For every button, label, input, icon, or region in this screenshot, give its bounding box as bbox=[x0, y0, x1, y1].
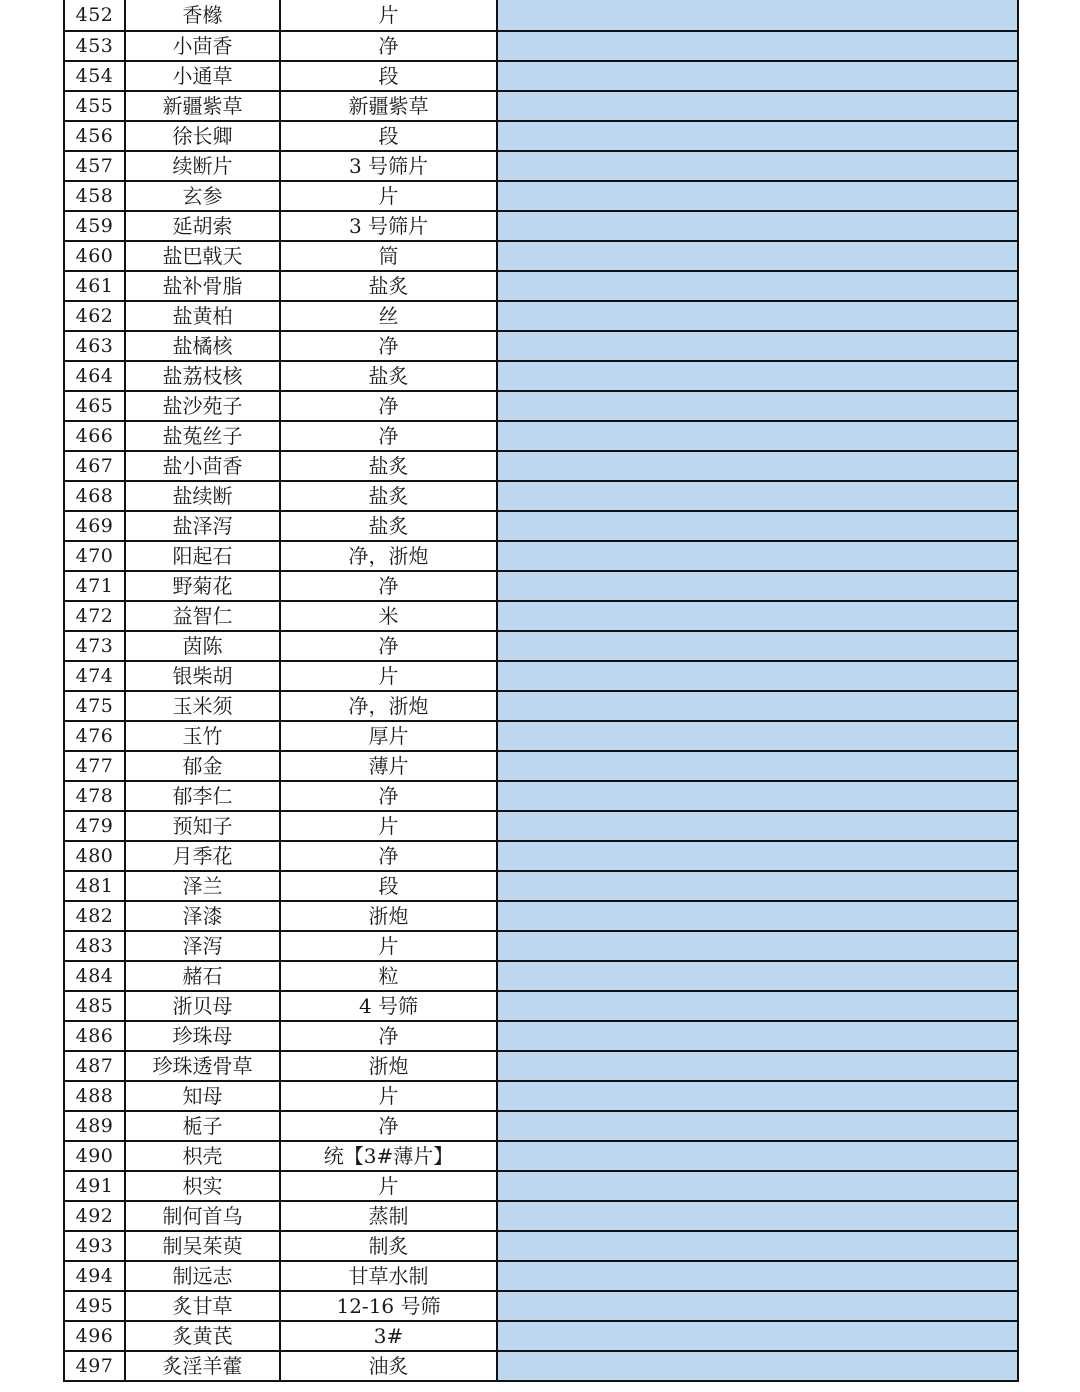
spec-cell: 片 bbox=[280, 811, 497, 841]
blank-highlight-cell bbox=[497, 751, 1018, 781]
table-row bbox=[64, 541, 1018, 571]
herb-name-cell: 栀子 bbox=[125, 1111, 280, 1141]
spec-cell: 3 号筛片 bbox=[280, 151, 497, 181]
spec-cell: 浙炮 bbox=[280, 901, 497, 931]
table-row bbox=[64, 1351, 1018, 1381]
herb-name-cell: 盐补骨脂 bbox=[125, 271, 280, 301]
table-row bbox=[64, 451, 1018, 481]
table-row bbox=[64, 1171, 1018, 1201]
row-number-cell: 472 bbox=[64, 601, 125, 631]
blank-highlight-cell bbox=[497, 931, 1018, 961]
herb-name-cell: 小茴香 bbox=[125, 31, 280, 61]
spec-cell: 厚片 bbox=[280, 721, 497, 751]
blank-highlight-cell bbox=[497, 451, 1018, 481]
row-number-cell: 477 bbox=[64, 751, 125, 781]
herb-name-cell: 盐橘核 bbox=[125, 331, 280, 361]
row-number-cell: 453 bbox=[64, 31, 125, 61]
herb-table bbox=[63, 0, 1019, 1382]
row-number-cell: 480 bbox=[64, 841, 125, 871]
table-row bbox=[64, 1321, 1018, 1351]
blank-highlight-cell bbox=[497, 1051, 1018, 1081]
table-row bbox=[64, 751, 1018, 781]
spec-cell: 盐炙 bbox=[280, 481, 497, 511]
blank-highlight-cell bbox=[497, 481, 1018, 511]
row-number-cell: 486 bbox=[64, 1021, 125, 1051]
table-row bbox=[64, 121, 1018, 151]
herb-name-cell: 珍珠透骨草 bbox=[125, 1051, 280, 1081]
row-number-cell: 491 bbox=[64, 1171, 125, 1201]
herb-name-cell: 泽兰 bbox=[125, 871, 280, 901]
spec-cell: 浙炮 bbox=[280, 1051, 497, 1081]
blank-highlight-cell bbox=[497, 301, 1018, 331]
blank-highlight-cell bbox=[497, 811, 1018, 841]
spec-cell: 净 bbox=[280, 31, 497, 61]
herb-name-cell: 阳起石 bbox=[125, 541, 280, 571]
herb-name-cell: 赭石 bbox=[125, 961, 280, 991]
table-row bbox=[64, 601, 1018, 631]
herb-name-cell: 玄参 bbox=[125, 181, 280, 211]
spec-cell: 米 bbox=[280, 601, 497, 631]
herb-name-cell: 盐荔枝核 bbox=[125, 361, 280, 391]
herb-name-cell: 续断片 bbox=[125, 151, 280, 181]
blank-highlight-cell bbox=[497, 1201, 1018, 1231]
row-number-cell: 476 bbox=[64, 721, 125, 751]
table-row bbox=[64, 1081, 1018, 1111]
spec-cell: 片 bbox=[280, 931, 497, 961]
row-number-cell: 479 bbox=[64, 811, 125, 841]
spec-cell: 净 bbox=[280, 331, 497, 361]
blank-highlight-cell bbox=[497, 541, 1018, 571]
table-row bbox=[64, 1111, 1018, 1141]
row-number-cell: 456 bbox=[64, 121, 125, 151]
blank-highlight-cell bbox=[497, 1111, 1018, 1141]
table-row bbox=[64, 841, 1018, 871]
blank-highlight-cell bbox=[497, 271, 1018, 301]
row-number-cell: 471 bbox=[64, 571, 125, 601]
herb-name-cell: 益智仁 bbox=[125, 601, 280, 631]
row-number-cell: 490 bbox=[64, 1141, 125, 1171]
row-number-cell: 496 bbox=[64, 1321, 125, 1351]
herb-name-cell: 浙贝母 bbox=[125, 991, 280, 1021]
spec-cell: 净 bbox=[280, 391, 497, 421]
table-row bbox=[64, 391, 1018, 421]
herb-name-cell: 新疆紫草 bbox=[125, 91, 280, 121]
table-row bbox=[64, 691, 1018, 721]
herb-name-cell: 玉米须 bbox=[125, 691, 280, 721]
spec-cell: 片 bbox=[280, 1171, 497, 1201]
row-number-cell: 462 bbox=[64, 301, 125, 331]
blank-highlight-cell bbox=[497, 781, 1018, 811]
spec-cell: 12-16 号筛 bbox=[280, 1291, 497, 1321]
row-number-cell: 468 bbox=[64, 481, 125, 511]
spec-cell: 粒 bbox=[280, 961, 497, 991]
table-row bbox=[64, 241, 1018, 271]
spec-cell: 净 bbox=[280, 571, 497, 601]
row-number-cell: 484 bbox=[64, 961, 125, 991]
spec-cell: 甘草水制 bbox=[280, 1261, 497, 1291]
table-row bbox=[64, 301, 1018, 331]
blank-highlight-cell bbox=[497, 1291, 1018, 1321]
row-number-cell: 465 bbox=[64, 391, 125, 421]
spec-cell: 筒 bbox=[280, 241, 497, 271]
table-row bbox=[64, 181, 1018, 211]
spec-cell: 段 bbox=[280, 121, 497, 151]
table-row bbox=[64, 871, 1018, 901]
spec-cell: 净 bbox=[280, 1111, 497, 1141]
table-row bbox=[64, 1051, 1018, 1081]
spec-cell: 油炙 bbox=[280, 1351, 497, 1381]
herb-name-cell: 盐小茴香 bbox=[125, 451, 280, 481]
blank-highlight-cell bbox=[497, 1081, 1018, 1111]
table-row bbox=[64, 781, 1018, 811]
herb-name-cell: 茵陈 bbox=[125, 631, 280, 661]
row-number-cell: 481 bbox=[64, 871, 125, 901]
herb-name-cell: 预知子 bbox=[125, 811, 280, 841]
spec-cell: 段 bbox=[280, 871, 497, 901]
table-row bbox=[64, 631, 1018, 661]
spec-cell: 盐炙 bbox=[280, 451, 497, 481]
row-number-cell: 467 bbox=[64, 451, 125, 481]
herb-name-cell: 郁李仁 bbox=[125, 781, 280, 811]
blank-highlight-cell bbox=[497, 361, 1018, 391]
herb-name-cell: 珍珠母 bbox=[125, 1021, 280, 1051]
herb-name-cell: 盐黄柏 bbox=[125, 301, 280, 331]
spec-cell: 3# bbox=[280, 1321, 497, 1351]
herb-name-cell: 盐菟丝子 bbox=[125, 421, 280, 451]
table-row bbox=[64, 1291, 1018, 1321]
spec-cell: 净 bbox=[280, 841, 497, 871]
herb-name-cell: 制吴茱萸 bbox=[125, 1231, 280, 1261]
blank-highlight-cell bbox=[497, 841, 1018, 871]
table-row bbox=[64, 811, 1018, 841]
spec-cell: 盐炙 bbox=[280, 271, 497, 301]
row-number-cell: 461 bbox=[64, 271, 125, 301]
table-row bbox=[64, 361, 1018, 391]
table-row bbox=[64, 31, 1018, 61]
table-row bbox=[64, 901, 1018, 931]
table-row bbox=[64, 151, 1018, 181]
row-number-cell: 464 bbox=[64, 361, 125, 391]
table-row bbox=[64, 1201, 1018, 1231]
blank-highlight-cell bbox=[497, 1141, 1018, 1171]
herb-name-cell: 盐泽泻 bbox=[125, 511, 280, 541]
blank-highlight-cell bbox=[497, 1021, 1018, 1051]
row-number-cell: 460 bbox=[64, 241, 125, 271]
table-row bbox=[64, 0, 1018, 31]
herb-name-cell: 盐巴戟天 bbox=[125, 241, 280, 271]
row-number-cell: 473 bbox=[64, 631, 125, 661]
row-number-cell: 452 bbox=[64, 0, 125, 31]
spec-cell: 净，浙炮 bbox=[280, 541, 497, 571]
spec-cell: 片 bbox=[280, 661, 497, 691]
herb-name-cell: 泽泻 bbox=[125, 931, 280, 961]
spec-cell: 蒸制 bbox=[280, 1201, 497, 1231]
table-row bbox=[64, 271, 1018, 301]
table-row bbox=[64, 1231, 1018, 1261]
row-number-cell: 493 bbox=[64, 1231, 125, 1261]
spec-cell: 新疆紫草 bbox=[280, 91, 497, 121]
spec-cell: 丝 bbox=[280, 301, 497, 331]
table-row bbox=[64, 1141, 1018, 1171]
table-row bbox=[64, 661, 1018, 691]
blank-highlight-cell bbox=[497, 691, 1018, 721]
blank-highlight-cell bbox=[497, 1351, 1018, 1381]
blank-highlight-cell bbox=[497, 331, 1018, 361]
spec-cell: 片 bbox=[280, 0, 497, 31]
herb-name-cell: 知母 bbox=[125, 1081, 280, 1111]
blank-highlight-cell bbox=[497, 211, 1018, 241]
blank-highlight-cell bbox=[497, 601, 1018, 631]
row-number-cell: 495 bbox=[64, 1291, 125, 1321]
row-number-cell: 489 bbox=[64, 1111, 125, 1141]
row-number-cell: 483 bbox=[64, 931, 125, 961]
herb-name-cell: 月季花 bbox=[125, 841, 280, 871]
table-row bbox=[64, 991, 1018, 1021]
row-number-cell: 475 bbox=[64, 691, 125, 721]
table-row bbox=[64, 61, 1018, 91]
herb-name-cell: 延胡索 bbox=[125, 211, 280, 241]
blank-highlight-cell bbox=[497, 571, 1018, 601]
herb-name-cell: 徐长卿 bbox=[125, 121, 280, 151]
herb-name-cell: 泽漆 bbox=[125, 901, 280, 931]
spec-cell: 3 号筛片 bbox=[280, 211, 497, 241]
row-number-cell: 466 bbox=[64, 421, 125, 451]
row-number-cell: 492 bbox=[64, 1201, 125, 1231]
table-row bbox=[64, 421, 1018, 451]
spec-cell: 4 号筛 bbox=[280, 991, 497, 1021]
row-number-cell: 485 bbox=[64, 991, 125, 1021]
table-row bbox=[64, 931, 1018, 961]
blank-highlight-cell bbox=[497, 511, 1018, 541]
blank-highlight-cell bbox=[497, 901, 1018, 931]
herb-table-body bbox=[64, 0, 1018, 1381]
herb-name-cell: 制远志 bbox=[125, 1261, 280, 1291]
table-row bbox=[64, 1021, 1018, 1051]
blank-highlight-cell bbox=[497, 391, 1018, 421]
blank-highlight-cell bbox=[497, 661, 1018, 691]
herb-name-cell: 野菊花 bbox=[125, 571, 280, 601]
blank-highlight-cell bbox=[497, 241, 1018, 271]
blank-highlight-cell bbox=[497, 721, 1018, 751]
blank-highlight-cell bbox=[497, 181, 1018, 211]
blank-highlight-cell bbox=[497, 871, 1018, 901]
row-number-cell: 458 bbox=[64, 181, 125, 211]
row-number-cell: 497 bbox=[64, 1351, 125, 1381]
table-row bbox=[64, 961, 1018, 991]
herb-name-cell: 香橼 bbox=[125, 0, 280, 31]
row-number-cell: 463 bbox=[64, 331, 125, 361]
herb-name-cell: 枳壳 bbox=[125, 1141, 280, 1171]
blank-highlight-cell bbox=[497, 1261, 1018, 1291]
row-number-cell: 487 bbox=[64, 1051, 125, 1081]
spec-cell: 片 bbox=[280, 181, 497, 211]
spec-cell: 净，浙炮 bbox=[280, 691, 497, 721]
blank-highlight-cell bbox=[497, 1171, 1018, 1201]
row-number-cell: 455 bbox=[64, 91, 125, 121]
spec-cell: 净 bbox=[280, 631, 497, 661]
herb-name-cell: 枳实 bbox=[125, 1171, 280, 1201]
spec-cell: 统【3#薄片】 bbox=[280, 1141, 497, 1171]
row-number-cell: 454 bbox=[64, 61, 125, 91]
blank-highlight-cell bbox=[497, 31, 1018, 61]
row-number-cell: 457 bbox=[64, 151, 125, 181]
spec-cell: 制炙 bbox=[280, 1231, 497, 1261]
spec-cell: 净 bbox=[280, 1021, 497, 1051]
row-number-cell: 470 bbox=[64, 541, 125, 571]
herb-name-cell: 玉竹 bbox=[125, 721, 280, 751]
table-row bbox=[64, 91, 1018, 121]
blank-highlight-cell bbox=[497, 121, 1018, 151]
row-number-cell: 494 bbox=[64, 1261, 125, 1291]
blank-highlight-cell bbox=[497, 961, 1018, 991]
row-number-cell: 488 bbox=[64, 1081, 125, 1111]
table-row bbox=[64, 721, 1018, 751]
blank-highlight-cell bbox=[497, 151, 1018, 181]
spec-cell: 片 bbox=[280, 1081, 497, 1111]
herb-name-cell: 小通草 bbox=[125, 61, 280, 91]
table-row bbox=[64, 331, 1018, 361]
herb-name-cell: 银柴胡 bbox=[125, 661, 280, 691]
spec-cell: 净 bbox=[280, 781, 497, 811]
spec-cell: 薄片 bbox=[280, 751, 497, 781]
spec-cell: 段 bbox=[280, 61, 497, 91]
herb-name-cell: 盐续断 bbox=[125, 481, 280, 511]
table-row bbox=[64, 481, 1018, 511]
row-number-cell: 474 bbox=[64, 661, 125, 691]
herb-name-cell: 炙甘草 bbox=[125, 1291, 280, 1321]
herb-name-cell: 炙淫羊藿 bbox=[125, 1351, 280, 1381]
row-number-cell: 469 bbox=[64, 511, 125, 541]
blank-highlight-cell bbox=[497, 1231, 1018, 1261]
row-number-cell: 482 bbox=[64, 901, 125, 931]
table-row bbox=[64, 1261, 1018, 1291]
herb-name-cell: 炙黄芪 bbox=[125, 1321, 280, 1351]
spec-cell: 盐炙 bbox=[280, 361, 497, 391]
blank-highlight-cell bbox=[497, 1321, 1018, 1351]
table-row bbox=[64, 511, 1018, 541]
blank-highlight-cell bbox=[497, 631, 1018, 661]
row-number-cell: 459 bbox=[64, 211, 125, 241]
herb-name-cell: 盐沙苑子 bbox=[125, 391, 280, 421]
blank-highlight-cell bbox=[497, 61, 1018, 91]
blank-highlight-cell bbox=[497, 421, 1018, 451]
table-row bbox=[64, 211, 1018, 241]
spec-cell: 净 bbox=[280, 421, 497, 451]
table-row bbox=[64, 571, 1018, 601]
herb-name-cell: 郁金 bbox=[125, 751, 280, 781]
blank-highlight-cell bbox=[497, 91, 1018, 121]
spec-cell: 盐炙 bbox=[280, 511, 497, 541]
herb-name-cell: 制何首乌 bbox=[125, 1201, 280, 1231]
blank-highlight-cell bbox=[497, 991, 1018, 1021]
blank-highlight-cell bbox=[497, 0, 1018, 31]
row-number-cell: 478 bbox=[64, 781, 125, 811]
